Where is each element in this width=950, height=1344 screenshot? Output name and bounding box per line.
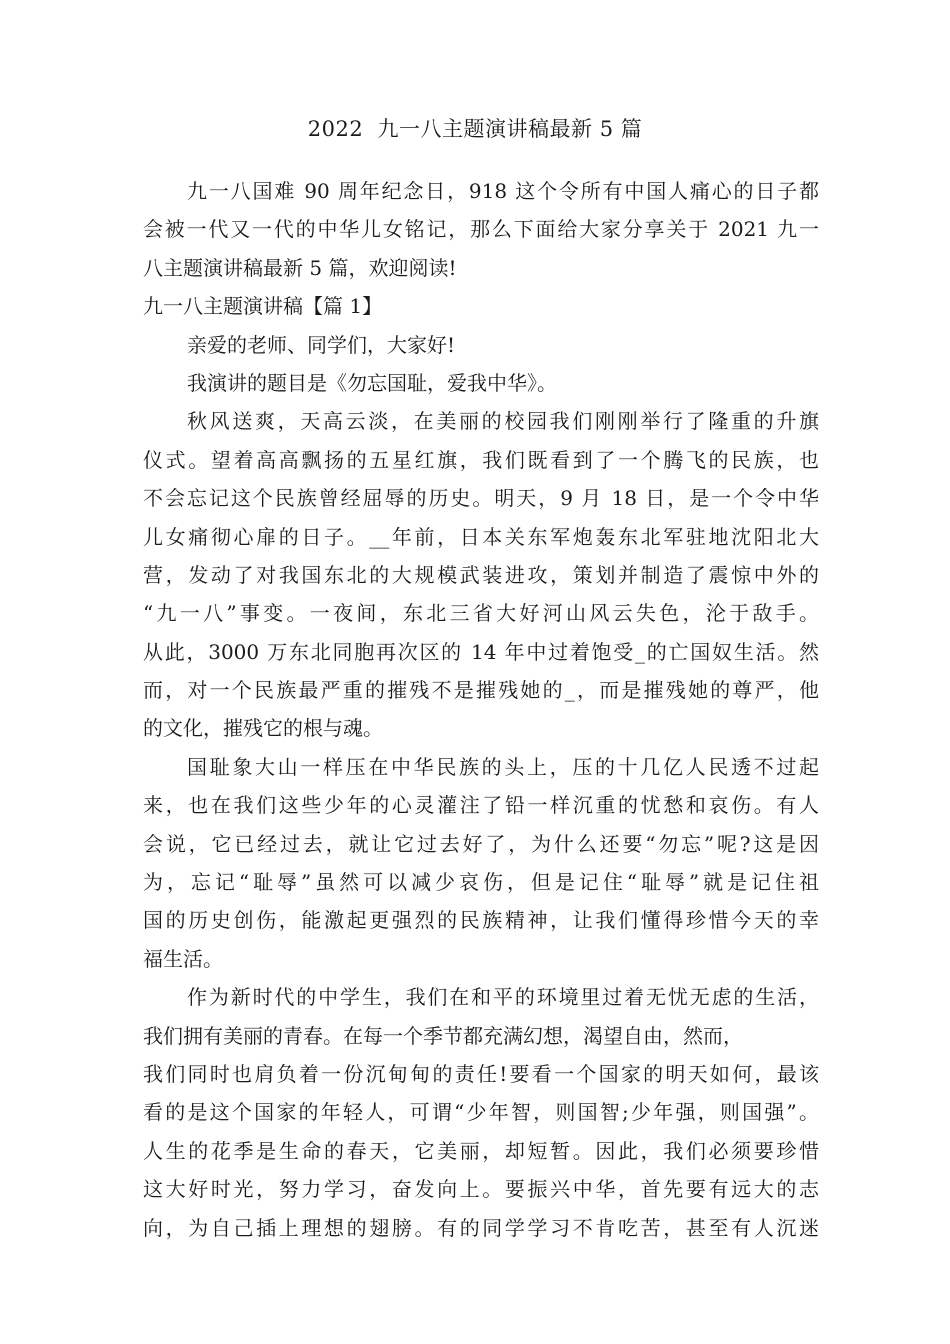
text-line: 看的是这个国家的年轻人，可谓“少年智，则国智;少年强，则国强”。 bbox=[143, 1100, 819, 1125]
text-line: 国耻象大山一样压在中华民族的头上，压的十几亿人民透不过起 bbox=[187, 754, 819, 779]
text-line: 来，也在我们这些少年的心灵灌注了铅一样沉重的忧愁和哀伤。有人 bbox=[143, 793, 819, 818]
text-line: “九一八”事变。一夜间，东北三省大好河山风云失色，沦于敌手。 bbox=[143, 601, 819, 626]
text-line: 而，对一个民族最严重的摧残不是摧残她的_，而是摧残她的尊严，他 bbox=[143, 678, 819, 703]
text-line: 向，为自己插上理想的翅膀。有的同学学习不肯吃苦，甚至有人沉迷 bbox=[143, 1215, 819, 1240]
text-line: 不会忘记这个民族曾经屈辱的历史。明天，9 月 18 日，是一个令中华 bbox=[143, 486, 819, 511]
text-line: 人生的花季是生命的春天，它美丽，却短暂。因此，我们必须要珍惜 bbox=[143, 1138, 819, 1163]
text-line: 会说，它已经过去，就让它过去好了，为什么还要“勿忘”呢?这是因 bbox=[143, 831, 819, 856]
text-line: 营，发动了对我国东北的大规模武装进攻，策划并制造了震惊中外的 bbox=[143, 562, 819, 587]
text-line: 八主题演讲稿最新 5 篇，欢迎阅读! bbox=[143, 255, 457, 280]
text-line: 九一八国难 90 周年纪念日，918 这个令所有中国人痛心的日子都 bbox=[187, 179, 819, 203]
text-line: 秋风送爽，天高云淡，在美丽的校园我们刚刚举行了隆重的升旗 bbox=[187, 409, 819, 434]
text-line: 福生活。 bbox=[143, 946, 223, 971]
text-line: 国的历史创伤，能激起更强烈的民族精神，让我们懂得珍惜今天的幸 bbox=[143, 908, 819, 933]
text-line: 儿女痛彻心扉的日子。__年前，日本关东军炮轰东北军驻地沈阳北大 bbox=[143, 524, 819, 549]
text-line: 会被一代又一代的中华儿女铭记，那么下面给大家分享关于 2021 九一 bbox=[143, 217, 819, 242]
text-line: 作为新时代的中学生，我们在和平的环境里过着无忧无虑的生活， bbox=[187, 985, 819, 1010]
document-body bbox=[143, 172, 819, 1247]
document-title: 2022 九一八主题演讲稿最新 5 篇 bbox=[307, 117, 643, 141]
text-line: 我们同时也肩负着一份沉甸甸的责任!要看一个国家的明天如何，最该 bbox=[143, 1061, 819, 1086]
text-line: 为，忘记“耻辱”虽然可以减少哀伤，但是记住“耻辱”就是记住祖 bbox=[143, 870, 819, 895]
text-line: 九一八主题演讲稿【篇 1】 bbox=[143, 294, 383, 319]
text-line: 这大好时光，努力学习，奋发向上。要振兴中华，首先要有远大的志 bbox=[143, 1177, 819, 1202]
text-line: 亲爱的老师、同学们，大家好! bbox=[187, 332, 456, 357]
text-line: 的文化，摧残它的根与魂。 bbox=[143, 716, 383, 741]
text-line: 我演讲的题目是《勿忘国耻，爱我中华》。 bbox=[187, 370, 557, 395]
text-line: 从此，3000 万东北同胞再次区的 14 年中过着饱受_的亡国奴生活。然 bbox=[143, 639, 819, 664]
text-line: 仪式。望着高高飘扬的五星红旗，我们既看到了一个腾飞的民族，也 bbox=[143, 447, 819, 472]
text-line: 我们拥有美丽的青春。在每一个季节都充满幻想，渴望自由，然而， bbox=[143, 1023, 743, 1048]
